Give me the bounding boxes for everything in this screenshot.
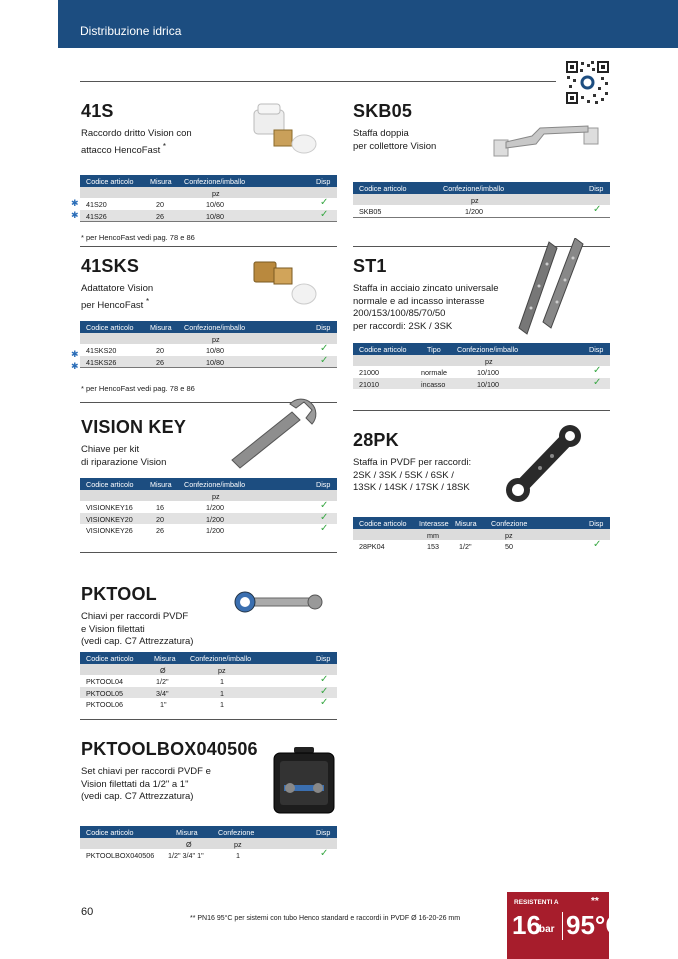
table-row: 21010 incasso 10/100 ✓	[353, 378, 610, 390]
table-row: 28PK04 153 1/2" 50 ✓	[359, 539, 602, 551]
badge-label: RESISTENTI A	[514, 899, 559, 906]
note: * per HencoFast vedi pag. 78 e 86	[81, 384, 195, 393]
product-41sks	[81, 256, 153, 312]
fitting-41s-image	[248, 100, 320, 162]
product-description: Chiavi per raccordi PVDF e Vision filettati (vedi cap. C7 Attrezzatura)	[81, 611, 194, 647]
star-icon: ✱	[71, 210, 79, 220]
table-skb05: Codice articolo Confezione/imballo Disp pz SKB05 1/200 ✓	[353, 182, 610, 218]
divider	[80, 719, 337, 720]
product-description: Staffa doppia per collettore Vision	[353, 128, 437, 152]
product-vision-key	[81, 417, 186, 469]
section-title: Distribuzione idrica	[80, 24, 182, 38]
product-description: Chiave per kit di riparazione Vision	[81, 444, 167, 468]
bracket-28pk-image	[504, 424, 582, 504]
product-description: Adattatore Vision per HencoFast *	[81, 283, 154, 311]
product-description: Raccordo dritto Vision con attacco HencoFast *	[81, 128, 192, 156]
table-row: 41S26 26 10/80 ✓	[80, 210, 337, 222]
product-st1	[353, 256, 499, 333]
page-number: 60	[81, 906, 94, 918]
product-pktoolbox	[81, 739, 258, 804]
table-row: VISIONKEY20 20 1/200 ✓	[80, 513, 337, 525]
bracket-st1-image	[517, 238, 587, 336]
product-title: VISION KEY	[81, 417, 187, 437]
table-row: VISIONKEY26 26 1/200 ✓	[86, 523, 329, 535]
toolbox-case-image	[272, 745, 336, 817]
pktool-wrench-image	[233, 588, 325, 618]
badge-pressure: 16	[512, 910, 541, 940]
note: * per HencoFast vedi pag. 78 e 86	[81, 233, 195, 242]
table-row: 41SKS26 26 10/80 ✓	[80, 356, 337, 368]
table-row: 41S20 20 10/60 ✓	[86, 197, 329, 209]
product-title: ST1	[353, 256, 387, 276]
product-pktool	[81, 584, 193, 649]
badge-pressure-unit: bar	[539, 924, 555, 935]
product-title: 28PK	[353, 430, 399, 450]
vision-key-image	[226, 394, 322, 470]
table-row: VISIONKEY16 16 1/200 ✓	[86, 500, 329, 512]
divider	[80, 81, 556, 82]
badge-stars: **	[591, 896, 599, 907]
divider	[80, 552, 337, 553]
table-st1: Codice articolo Tipo Confezione/imballo Disp pz 21000 normale 10/100 ✓ 21010 incasso 10/100 ✓	[353, 343, 610, 389]
table-row: PKTOOL06 1" 1 ✓	[86, 697, 329, 709]
table-row: PKTOOLBOX040506 1/2" 3/4" 1" 1 ✓	[86, 848, 329, 860]
table-pktoolbox: Codice articolo Misura Confezione Disp Ø pz PKTOOLBOX040506 1/2" 3/4" 1" 1 ✓	[80, 826, 337, 861]
badge-temperature: 95°C	[566, 910, 625, 940]
star-icon: ✱	[71, 361, 79, 371]
footnote: ** PN16 95°C per sistemi con tubo Henco standard e raccordi in PVDF Ø 16-20-26 mm	[190, 915, 461, 922]
product-description: Set chiavi per raccordi PVDF e Vision filettati da 1/2" a 1" (vedi cap. C7 Attrezzatura)	[81, 766, 211, 802]
product-description: Staffa in PVDF per raccordi: 2SK / 3SK / 5SK / 6SK / 13SK / 14SK / 17SK / 18SK	[353, 457, 472, 493]
product-skb05	[353, 101, 436, 153]
table-row: SKB05 1/200 ✓	[359, 204, 602, 216]
star-icon: ✱	[71, 349, 79, 359]
product-title: PKTOOLBOX040506	[81, 739, 258, 759]
badge-separator	[562, 912, 563, 940]
table-41sks: Codice articolo Misura Confezione/imballo Disp pz 41SKS20 20 10/80 ✓ 41SKS26 26 10/80 ✓	[80, 321, 337, 368]
table-41s: Codice articolo Misura Confezione/imballo Disp pz 41S20 20 10/60 ✓ 41S26 26 10/80 ✓	[80, 175, 337, 222]
product-41s	[81, 101, 192, 157]
table-row: PKTOOL05 3/4" 1 ✓	[80, 687, 337, 699]
table-vision-key: Codice articolo Misura Confezione/imballo Disp pz VISIONKEY16 16 1/200 ✓ VISIONKEY20 20 1/200 ✓ VISIONKEY26 26 1/200 ✓	[80, 478, 337, 536]
star-icon: ✱	[71, 198, 79, 208]
adapter-41sks-image	[250, 256, 320, 312]
top-banner	[58, 0, 678, 48]
divider	[353, 410, 610, 411]
divider	[80, 246, 337, 247]
table-row: PKTOOL04 1/2" 1 ✓	[86, 674, 329, 686]
table-row: 21000 normale 10/100 ✓	[359, 365, 602, 377]
product-title: PKTOOL	[81, 584, 157, 604]
table-row: 41SKS20 20 10/80 ✓	[86, 343, 329, 355]
product-title: SKB05	[353, 101, 413, 121]
product-title: 41S	[81, 101, 114, 121]
product-28pk	[353, 430, 471, 495]
qr-code-icon	[565, 60, 610, 105]
product-title: 41SKS	[81, 256, 140, 276]
pressure-temperature-badge	[507, 892, 625, 959]
table-28pk: Codice articolo Interasse Misura Confezione Disp mm pz 28PK04 153 1/2" 50 ✓	[353, 517, 610, 552]
bracket-skb05-image	[492, 114, 600, 162]
product-description: Staffa in acciaio zincato universale normale e ad incasso interasse 200/153/100/85/70/50 per raccordi: 2SK / 3SK	[353, 283, 499, 332]
table-pktool: Codice articolo Misura Confezione/imballo Disp Ø pz PKTOOL04 1/2" 1 ✓ PKTOOL05 3/4" 1 ✓ PKTOOL06 1" 1 ✓	[80, 652, 337, 710]
